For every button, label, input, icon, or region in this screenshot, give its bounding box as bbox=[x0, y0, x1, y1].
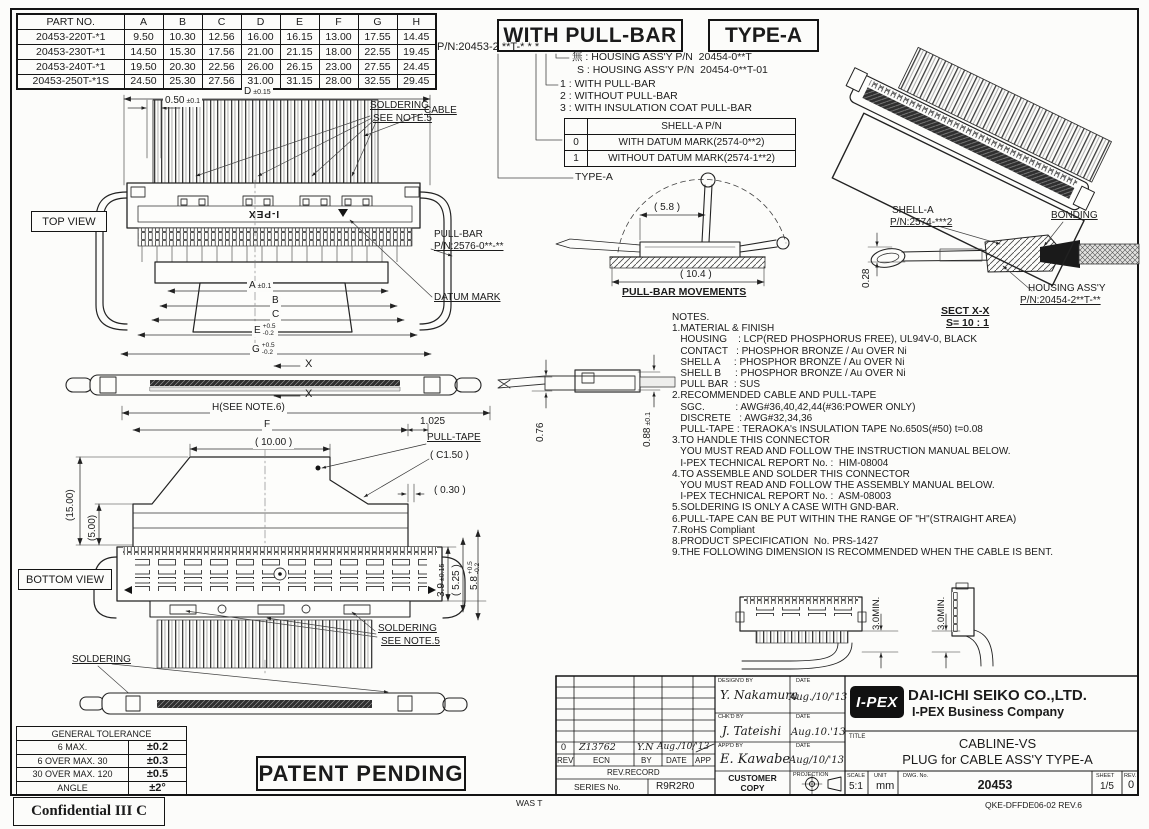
projection-label: PROJECTION bbox=[793, 772, 829, 778]
type-a-callout: TYPE-A bbox=[575, 171, 613, 183]
pn-decode-tree bbox=[498, 54, 573, 178]
shell-a-pn-label: P/N:2574-***2 bbox=[890, 217, 953, 228]
dim-525: ( 5.25 ) bbox=[451, 564, 462, 596]
table-row: 20453-230T-*1 14.50 15.30 17.56 21.00 21.15 18.00 22.55 19.45 bbox=[17, 44, 436, 59]
drawing-title-line2: PLUG for CABLE ASS'Y TYPE-A bbox=[902, 752, 1093, 767]
approver-signature: E. Kawabe bbox=[720, 752, 791, 767]
note-line: I-PEX TECHNICAL REPORT No. : HIM-08004 bbox=[672, 457, 889, 469]
by-value: Y.N bbox=[637, 742, 654, 753]
was-t-note: WAS T bbox=[516, 798, 543, 808]
note-line: 5.SOLDERING IS ONLY A CASE WITH GND-BAR. bbox=[672, 502, 899, 514]
note-line: 6.PULL-TAPE CAN BE PUT WITHIN THE RANGE OF "H"(STRAIGHT AREA) bbox=[672, 513, 1017, 525]
pn-option-2: 2 : WITHOUT PULL-BAR bbox=[560, 90, 678, 102]
dim-min30-right: 3.0MIN. bbox=[936, 596, 947, 630]
side-view-lower bbox=[80, 693, 467, 714]
col-header: H bbox=[397, 14, 436, 29]
sect-xx-drawing bbox=[870, 235, 1139, 272]
check-date: Aug.10.'13 bbox=[791, 727, 846, 738]
pull-tape-drawing bbox=[133, 450, 408, 555]
patent-pending-box: PATENT PENDING bbox=[256, 756, 466, 791]
col-header: PART NO. bbox=[17, 14, 124, 29]
col-header: E bbox=[280, 14, 319, 29]
dim-1500: (15.00) bbox=[65, 489, 76, 521]
dim-min30-left: 3.0MIN. bbox=[871, 596, 882, 630]
dim-050: 0.50 ±0.1 bbox=[165, 95, 201, 106]
dim-a: A ±0.1 bbox=[249, 280, 272, 291]
ecn-value: Z13762 bbox=[579, 742, 616, 753]
note-line: HOUSING : LCP(RED PHOSPHORUS FREE), UL94V-0, BLACK bbox=[672, 334, 978, 346]
shell-header: SHELL-A P/N bbox=[588, 119, 796, 135]
dim-58: 5.8 +0.5 -0.2 bbox=[467, 561, 481, 590]
date-value: Aug./10/'13 bbox=[657, 742, 710, 752]
dim-088: 0.88±0.1 bbox=[642, 411, 653, 447]
design-date: Aug./10/'13 bbox=[789, 692, 848, 703]
datum-mark-label: DATUM MARK bbox=[434, 292, 501, 303]
note-line: NOTES. bbox=[672, 312, 710, 323]
note-line: 7.RoHS Compliant bbox=[672, 524, 755, 536]
dim-c: C bbox=[272, 309, 280, 320]
dim-1000: ( 10.00 ) bbox=[255, 437, 293, 448]
col-header: F bbox=[319, 14, 358, 29]
note-line: 9.THE FOLLOWING DIMENSION IS RECOMMENDED WHEN THE CABLE IS BENT. bbox=[672, 547, 1053, 559]
designer-signature: Y. Nakamura bbox=[720, 688, 799, 702]
note-line: YOU MUST READ AND FOLLOW THE INSTRUCTION MANUAL BELOW. bbox=[672, 446, 1011, 458]
date-label: DATE bbox=[796, 678, 811, 684]
sheet-label: SHEET bbox=[1096, 773, 1115, 779]
dim-028: 0.28 bbox=[861, 268, 872, 288]
movements-drawing bbox=[556, 173, 789, 268]
dim-39: 3.9±0.15 bbox=[436, 563, 447, 597]
scale-label: SCALE bbox=[847, 773, 866, 779]
company-subname: I-PEX Business Company bbox=[912, 705, 1065, 719]
note9-left-figure bbox=[736, 597, 866, 669]
col-header: C bbox=[202, 14, 241, 29]
soldering-top-label: SOLDERING bbox=[370, 100, 429, 111]
drawing-title-line1: CABLINE-VS bbox=[958, 736, 1037, 751]
scale-value: 5:1 bbox=[849, 781, 863, 792]
table-row: 20453-250T-*1S 24.50 25.30 27.56 31.00 31.15 28.00 32.55 29.45 bbox=[17, 74, 436, 89]
col-header: A bbox=[124, 14, 163, 29]
part-dimension-table bbox=[16, 13, 437, 90]
unit-label: UNIT bbox=[874, 773, 887, 779]
dim-b: B bbox=[272, 295, 279, 306]
notes-block bbox=[672, 312, 1053, 558]
section-x-top: X bbox=[305, 358, 313, 370]
col-header: D bbox=[241, 14, 280, 29]
title-label: TITLE bbox=[849, 734, 866, 740]
shell-a-table bbox=[564, 118, 796, 167]
dim-h: H(SEE NOTE.6) bbox=[212, 402, 285, 413]
date-label: DATE bbox=[796, 743, 811, 749]
col-header: G bbox=[358, 14, 397, 29]
note-line: YOU MUST READ AND FOLLOW THE ASSEMBLY MANUAL BELOW. bbox=[672, 480, 995, 492]
col-header: B bbox=[163, 14, 202, 29]
copy-label: COPY bbox=[740, 783, 765, 793]
table-row: ANGLE ±2° bbox=[17, 781, 187, 795]
dim-500: (5.00) bbox=[87, 514, 98, 541]
note-line: PULL BAR : SUS bbox=[672, 379, 760, 391]
general-tolerance-table bbox=[16, 726, 187, 795]
dim-030: ( 0.30 ) bbox=[434, 485, 466, 496]
pull-bar-label: PULL-BAR bbox=[434, 229, 483, 240]
pn-option-1: 1 : WITH PULL-BAR bbox=[560, 78, 656, 90]
note-line: DISCRETE : AWG#32,34,36 bbox=[672, 412, 813, 424]
banner-type-a: TYPE-A bbox=[708, 19, 819, 52]
section-x-bottom: X bbox=[305, 388, 313, 400]
ecn-col-header: ECN bbox=[593, 756, 610, 765]
bonding-label: BONDING bbox=[1051, 210, 1098, 221]
cable-label: CABLE bbox=[424, 105, 457, 116]
dim-mov-58: ( 5.8 ) bbox=[654, 202, 681, 213]
pull-tape-label: PULL-TAPE bbox=[427, 432, 481, 443]
rev-record-label: REV.RECORD bbox=[607, 768, 660, 777]
dwg-no-value: 20453 bbox=[977, 778, 1013, 792]
table-row: 6 MAX. ±0.2 bbox=[17, 741, 187, 755]
rev-label: REV. bbox=[1124, 773, 1137, 779]
confidential-box: Confidential III C bbox=[13, 797, 165, 826]
customer-label: CUSTOMER bbox=[728, 773, 777, 783]
date-col-header: DATE bbox=[666, 756, 687, 765]
dim-f: F bbox=[264, 419, 271, 430]
note9-right-figure bbox=[952, 583, 993, 666]
by-col-header: BY bbox=[641, 756, 652, 765]
note-line: 3.TO HANDLE THIS CONNECTOR bbox=[672, 435, 830, 447]
rev-value: 0 bbox=[561, 742, 567, 752]
note-line: I-PEX TECHNICAL REPORT No. : ASM-08003 bbox=[672, 491, 892, 503]
series-no-label: SERIES No. bbox=[574, 782, 621, 792]
dim-c150: ( C1.50 ) bbox=[430, 450, 469, 461]
form-number: QKE-DFFDE06-02 REV.6 bbox=[985, 800, 1082, 810]
table-row: 1 WITHOUT DATUM MARK(2574-1**2) bbox=[565, 151, 796, 167]
app-col-header: APP bbox=[695, 756, 712, 765]
chkd-by-label: CHK'D BY bbox=[718, 714, 744, 720]
tolerance-title: GENERAL TOLERANCE bbox=[17, 727, 187, 741]
date-label: DATE bbox=[796, 714, 811, 720]
pn-option-3: 3 : WITH INSULATION COAT PULL-BAR bbox=[560, 102, 752, 114]
side-view-upper bbox=[66, 375, 481, 395]
sheet-value: 1/5 bbox=[1100, 781, 1114, 792]
rev-col-header: REV bbox=[557, 756, 574, 765]
note-line: 4.TO ASSEMBLE AND SOLDER THIS CONNECTOR bbox=[672, 468, 910, 480]
bottom-view-label: BOTTOM VIEW bbox=[18, 569, 112, 590]
series-no-value: R9R2R0 bbox=[656, 781, 695, 792]
tape-side-view bbox=[498, 370, 675, 392]
shell-a-label: SHELL-A bbox=[892, 205, 934, 216]
note-line: SHELL B : PHOSPHOR BRONZE / Au OVER Ni bbox=[672, 368, 906, 380]
table-row: 20453-220T-*1 9.50 10.30 12.56 16.00 16.15 13.00 17.55 14.45 bbox=[17, 29, 436, 44]
rev-value-final: 0 bbox=[1128, 779, 1135, 791]
table-row: 6 OVER MAX. 30 ±0.3 bbox=[17, 754, 187, 768]
ipex-mark-label: I-PEX bbox=[248, 207, 280, 219]
dim-e: E +0.5 -0.2 bbox=[254, 323, 276, 337]
note-line: SGC. : AWG#36,40,42,44(#36:POWER ONLY) bbox=[672, 401, 916, 413]
movements-label: PULL-BAR MOVEMENTS bbox=[622, 286, 747, 298]
pn-option-blank: 無 : HOUSING ASS'Y P/N 20454-0**T bbox=[572, 51, 752, 63]
soldering-bottom-label: SOLDERING bbox=[378, 623, 437, 634]
dim-d: D ±0.15 bbox=[244, 86, 271, 97]
soldering-side-label: SOLDERING bbox=[72, 654, 131, 665]
top-view-label: TOP VIEW bbox=[31, 211, 107, 232]
appd-by-label: APP'D BY bbox=[718, 743, 743, 749]
note-line: 2.RECOMMENDED CABLE AND PULL-TAPE bbox=[672, 390, 877, 402]
designd-by-label: DESIGN'D BY bbox=[718, 678, 753, 684]
sect-scale-label: S= 10 : 1 bbox=[946, 317, 989, 329]
table-row: 0 WITH DATUM MARK(2574-0**2) bbox=[565, 135, 796, 151]
table-row: 20453-240T-*1 19.50 20.30 22.56 26.00 26.15 23.00 27.55 24.45 bbox=[17, 59, 436, 74]
dwg-no-label: DWG. No. bbox=[903, 773, 929, 779]
dim-mov-104: ( 10.4 ) bbox=[680, 269, 712, 280]
sect-xx-label: SECT X-X bbox=[941, 305, 990, 317]
empty-cell bbox=[565, 119, 588, 135]
note-line: SHELL A : PHOSPHOR BRONZE / Au OVER Ni bbox=[672, 356, 905, 368]
note-line: CONTACT : PHOSPHOR BRONZE / Au OVER Ni bbox=[672, 345, 907, 357]
company-name: DAI-ICHI SEIKO CO.,LTD. bbox=[908, 687, 1087, 704]
see-note5-top-label: SEE NOTE.5 bbox=[373, 113, 432, 124]
note-line: PULL-TAPE : TERAOKA's INSULATION TAPE No.650S(#50) t=0.08 bbox=[672, 424, 983, 436]
pn-option-s: S : HOUSING ASS'Y P/N 20454-0**T-01 bbox=[577, 64, 768, 76]
approve-date: Aug/10/'13 bbox=[789, 755, 844, 766]
checker-signature: J. Tateishi bbox=[722, 724, 782, 738]
pull-bar-pn-label: P/N:2576-0**-** bbox=[434, 241, 504, 252]
note-line: 1.MATERIAL & FINISH bbox=[672, 323, 775, 335]
dim-g: G +0.5 -0.2 bbox=[252, 342, 275, 356]
unit-value: mm bbox=[876, 780, 895, 792]
bottom-view-drawing bbox=[94, 547, 465, 676]
dim-076: 0.76 bbox=[535, 422, 546, 442]
dim-1025: 1.025 bbox=[420, 416, 446, 427]
see-note5-bottom-label: SEE NOTE.5 bbox=[381, 636, 440, 647]
table-row: 30 OVER MAX. 120 ±0.5 bbox=[17, 768, 187, 782]
housing-assy-label: HOUSING ASS'Y bbox=[1028, 283, 1106, 294]
housing-assy-pn-label: P/N:20454-2**T-** bbox=[1020, 295, 1101, 306]
ipex-logo: I-PEX bbox=[850, 686, 904, 718]
note-line: 8.PRODUCT SPECIFICATION No. PRS-1427 bbox=[672, 536, 879, 548]
pn-label: P/N:20453-2 **T-* * * bbox=[437, 41, 540, 53]
banner-with-pull-bar: WITH PULL-BAR bbox=[497, 19, 683, 52]
